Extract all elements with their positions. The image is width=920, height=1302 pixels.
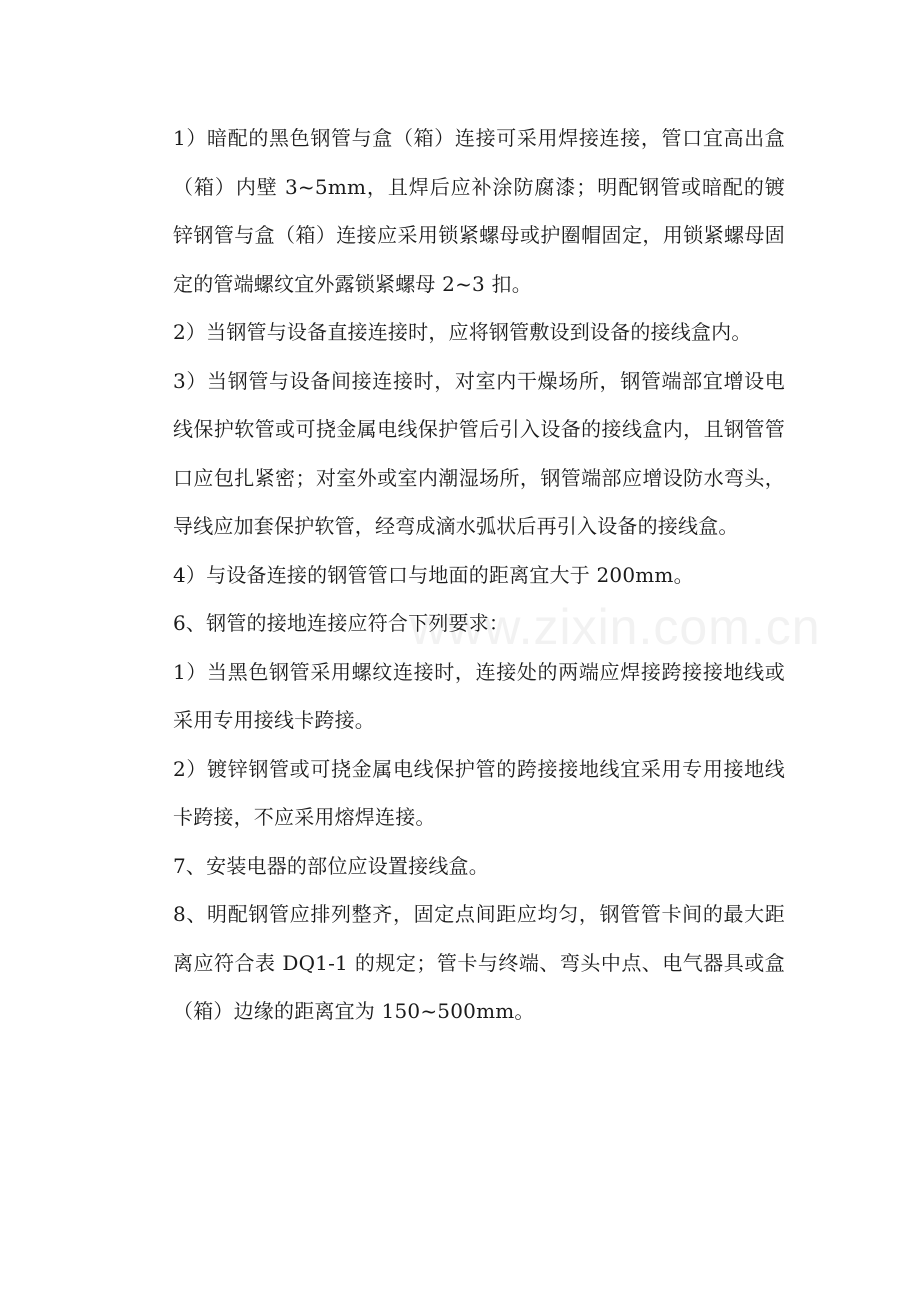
watermark: www.zixin.com.cn — [410, 599, 821, 655]
paragraph-1-2: 2）当钢管与设备直接连接时，应将钢管敷设到设备的接线盒内。 — [173, 320, 752, 344]
paragraph-1-3: 3）当钢管与设备间接连接时，对室内干燥场所，钢管端部宜增设电线保护软管或可挠金属电线保护管后引入设备的接线盒内，且钢管管口应包扎紧密；对室外或室内潮湿场所，钢管端部应增设防水弯头，导线应加套保护软管，经弯成滴水弧状后再引入设备的接线盒。 — [173, 368, 785, 538]
paragraph-6-2: 2）镀锌钢管或可挠金属电线保护管的跨接接地线宜采用专用接地线卡跨接，不应采用熔焊连接。 — [173, 756, 785, 829]
paragraph-6-1: 1）当黑色钢管采用螺纹连接时，连接处的两端应焊接跨接接地线或采用专用接线卡跨接。 — [173, 659, 785, 732]
section-7: 7、安装电器的部位应设置接线盒。 — [173, 853, 489, 878]
paragraph-1-4: 4）与设备连接的钢管管口与地面的距离宜大于 200mm。 — [173, 562, 694, 587]
paragraph-1-1: 1）暗配的黑色钢管与盒（箱）连接可采用焊接连接，管口宜高出盒（箱）内壁 3~5mm，且焊后应补涂防腐漆；明配钢管或暗配的镀锌钢管与盒（箱）连接应采用锁紧螺母或护圈帽固定，用锁紧螺母固定的管端螺纹宜外露锁紧螺母 2~3 扣。 — [173, 126, 785, 296]
section-6-heading: 6、钢管的接地连接应符合下列要求： — [173, 611, 510, 635]
section-8: 8、明配钢管应排列整齐，固定点间距应均匀，钢管管卡间的最大距离应符合表 DQ1-1 的规定；管卡与终端、弯头中点、电气器具或盒（箱）边缘的距离宜为 150~500mm。 — [173, 902, 785, 1023]
document-body — [173, 114, 785, 1036]
